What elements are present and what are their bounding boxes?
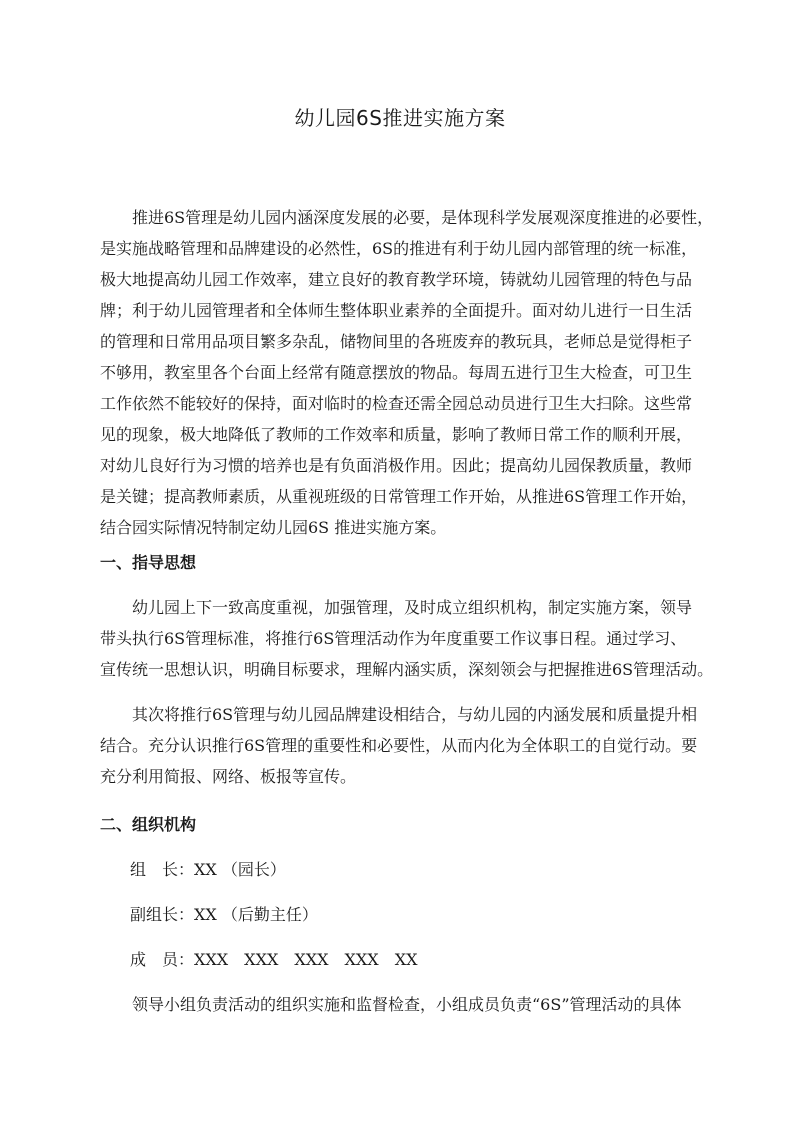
section1-para2-line: 结合。充分认识推行6S管理的重要性和必要性，从而内化为全体职工的自觉行动。要 — [100, 736, 698, 755]
intro-line: 推进6S管理是幼儿园内涵深度发展的必要，是体现科学发展观深度推进的必要性， — [132, 208, 714, 227]
duty-line: 领导小组负责活动的组织实施和监督检查，小组成员负责“6S”管理活动的具体 — [132, 995, 682, 1014]
section-heading-guiding-idea: 一、指导思想 — [100, 553, 197, 572]
section1-para1-line: 幼儿园上下一致高度重视，加强管理，及时成立组织机构，制定实施方案，领导 — [132, 598, 693, 617]
section1-para1-line: 带头执行6S管理标准，将推行6S管理活动作为年度重要工作议事日程。通过学习、 — [100, 629, 687, 648]
section1-para2-line: 其次将推行6S管理与幼儿园品牌建设相结合，与幼儿园的内涵发展和质量提升相 — [132, 705, 698, 724]
intro-line: 对幼儿良好行为习惯的培养也是有负面消极作用。因此；提高幼儿园保教质量，教师 — [100, 456, 693, 475]
intro-line: 的管理和日常用品项目繁多杂乱，储物间里的各班废弃的教玩具，老师总是觉得柜子 — [100, 332, 693, 351]
deputy-leader-line: 副组长：XX （后勤主任） — [130, 905, 318, 924]
intro-line: 牌；利于幼儿园管理者和全体师生整体职业素养的全面提升。面对幼儿进行一日生活 — [100, 301, 693, 320]
intro-line: 见的现象，极大地降低了教师的工作效率和质量，影响了教师日常工作的顺利开展， — [100, 425, 693, 444]
section1-para2-line: 充分利用简报、网络、板报等宣传。 — [100, 767, 357, 786]
intro-line: 不够用，教室里各个台面上经常有随意摆放的物品。每周五进行卫生大检查，可卫生 — [100, 363, 693, 382]
leader-line: 组 长：XX （园长） — [130, 860, 286, 879]
intro-line: 极大地提高幼儿园工作效率，建立良好的教育教学环境，铸就幼儿园管理的特色与品 — [100, 270, 693, 289]
intro-line: 是关键；提高教师素质，从重视班级的日常管理工作开始，从推进6S管理工作开始， — [100, 487, 698, 506]
document-title: 幼儿园6S推进实施方案 — [294, 106, 506, 130]
section1-para1-line: 宣传统一思想认识，明确目标要求，理解内涵实质，深刻领会与把握推进6S管理活动。 — [100, 660, 714, 679]
members-line: 成 员：XXX XXX XXX XXX XX — [130, 950, 418, 969]
section-heading-organization: 二、组织机构 — [100, 815, 197, 834]
intro-line: 结合园实际情况特制定幼儿园6S 推进实施方案。 — [100, 518, 447, 537]
intro-line: 是实施战略管理和品牌建设的必然性，6S的推进有利于幼儿园内部管理的统一标准， — [100, 239, 698, 258]
intro-line: 工作依然不能较好的保持，面对临时的检查还需全园总动员进行卫生大扫除。这些常 — [100, 394, 693, 413]
